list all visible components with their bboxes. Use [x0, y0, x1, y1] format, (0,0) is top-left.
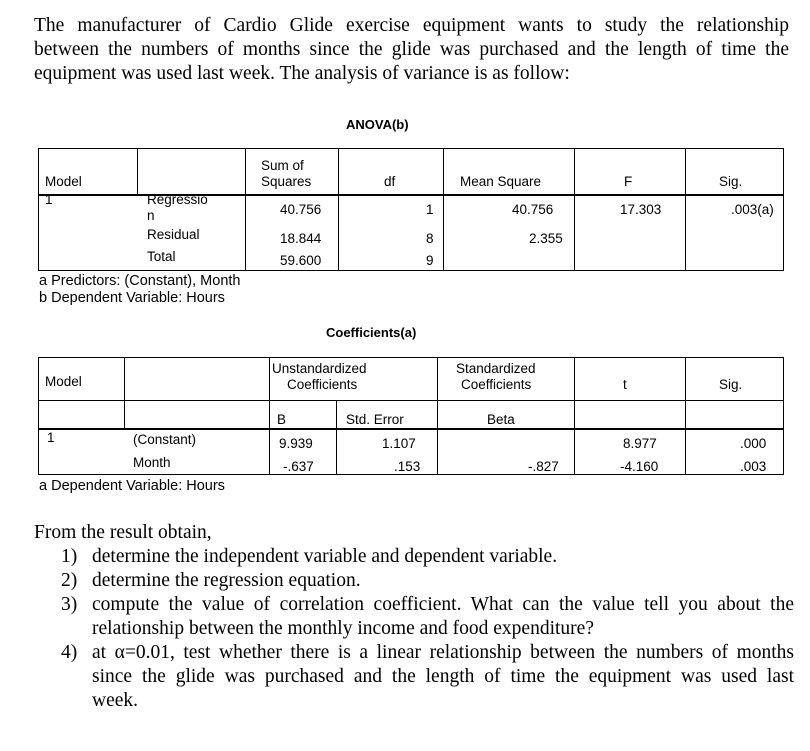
- coef-header-unstandardized: Coefficients: [287, 377, 358, 392]
- coef-header-std-error: Std. Error: [346, 412, 404, 427]
- question-item: [34, 593, 794, 641]
- coef-header-model: Model: [45, 374, 82, 389]
- anova-cell: 8: [426, 231, 434, 246]
- anova-col-divider: [574, 148, 575, 271]
- question-line: determine the regression equation.: [92, 570, 361, 591]
- intro-line: The manufacturer of Cardio Glide exercise equipment wants to study the relationship: [34, 15, 789, 36]
- anova-note: a Predictors: (Constant), Month: [39, 273, 241, 289]
- anova-col-divider: [338, 148, 339, 271]
- anova-header-f: F: [624, 174, 633, 189]
- coef-header-standardized: Standardized: [456, 361, 536, 376]
- coef-col-divider: [437, 357, 438, 475]
- intro-paragraph: [34, 14, 789, 86]
- coef-row-label: (Constant): [133, 432, 197, 447]
- coef-header-divider: [38, 400, 784, 401]
- question-number: 2): [61, 570, 78, 591]
- coef-header-sig: Sig.: [719, 377, 743, 392]
- question-item: [34, 641, 794, 713]
- coef-col-divider: [685, 357, 686, 475]
- anova-cell: 40.756: [512, 202, 554, 217]
- coef-header-unstandardized: Unstandardized: [272, 361, 367, 376]
- question-item: [34, 569, 794, 593]
- question-number: 3): [61, 594, 78, 615]
- coef-col-divider: [336, 400, 337, 475]
- anova-header-ss: Squares: [261, 174, 312, 189]
- anova-row-label: Residual: [147, 227, 200, 242]
- anova-row-label: Total: [147, 249, 176, 264]
- questions-section: [34, 521, 794, 713]
- coef-cell: 8.977: [623, 436, 657, 451]
- question-line: week.: [92, 690, 139, 711]
- anova-cell: 59.600: [280, 253, 322, 268]
- anova-row-label: Regressio: [147, 192, 208, 207]
- coef-col-divider: [269, 357, 270, 475]
- coef-model-number: 1: [47, 430, 55, 445]
- anova-note: b Dependent Variable: Hours: [39, 290, 225, 306]
- anova-cell: 17.303: [620, 202, 662, 217]
- anova-model-number: 1: [45, 192, 53, 207]
- anova-header-ms: Mean Square: [460, 174, 542, 189]
- coef-col-divider: [124, 357, 125, 428]
- anova-col-divider: [137, 148, 138, 194]
- coef-header-t: t: [623, 377, 627, 392]
- coef-cell: -.827: [528, 459, 559, 474]
- coef-cell: .153: [394, 459, 421, 474]
- questions-list: [34, 545, 794, 713]
- questions-heading: From the result obtain,: [34, 522, 212, 543]
- anova-cell: 9: [426, 253, 434, 268]
- anova-cell: 18.844: [280, 231, 322, 246]
- coef-cell: -4.160: [620, 459, 659, 474]
- intro-line: between the numbers of months since the glide was purchased and the length of time the: [34, 39, 789, 60]
- question-number: 1): [61, 546, 78, 567]
- question-line: since the glide was purchased and the length of time the equipment was used last: [92, 666, 794, 687]
- anova-header-df: df: [384, 174, 396, 189]
- anova-header-sig: Sig.: [719, 174, 743, 189]
- coefficients-note: a Dependent Variable: Hours: [39, 478, 225, 494]
- coef-cell: .000: [740, 436, 767, 451]
- question-line: determine the independent variable and dependent variable.: [92, 546, 558, 567]
- coef-header-divider: [38, 428, 784, 430]
- anova-cell: 1: [426, 202, 434, 217]
- coef-cell: .003: [740, 459, 767, 474]
- intro-line: equipment was used last week. The analysis of variance is as follow:: [34, 63, 570, 84]
- question-line: relationship between the monthly income and food expenditure?: [92, 618, 594, 639]
- coef-header-b: B: [277, 412, 287, 427]
- anova-cell: 40.756: [280, 202, 322, 217]
- anova-header-model: Model: [45, 174, 82, 189]
- coef-header-beta: Beta: [487, 412, 515, 427]
- question-line: compute the value of correlation coefficient. What can the value tell you about the: [92, 594, 794, 615]
- anova-col-divider: [443, 148, 444, 271]
- coef-header-standardized: Coefficients: [461, 377, 532, 392]
- anova-title: ANOVA(b): [346, 117, 409, 132]
- coef-cell: 9.939: [279, 436, 313, 451]
- coef-cell: 1.107: [382, 436, 416, 451]
- question-number: 4): [61, 642, 78, 663]
- coefficients-title: Coefficients(a): [326, 325, 417, 340]
- coef-row-label: Month: [133, 455, 171, 470]
- anova-cell: 2.355: [529, 231, 563, 246]
- coef-col-divider: [574, 357, 575, 475]
- question-item: [34, 545, 794, 569]
- anova-cell: .003(a): [731, 202, 774, 217]
- anova-row-label: n: [147, 208, 155, 223]
- coef-cell: -.637: [283, 459, 314, 474]
- anova-col-divider: [685, 148, 686, 271]
- question-line: at α=0.01, test whether there is a linear relationship between the numbers of months: [92, 642, 794, 663]
- anova-header-ss: Sum of: [261, 158, 304, 173]
- anova-col-divider: [245, 148, 246, 271]
